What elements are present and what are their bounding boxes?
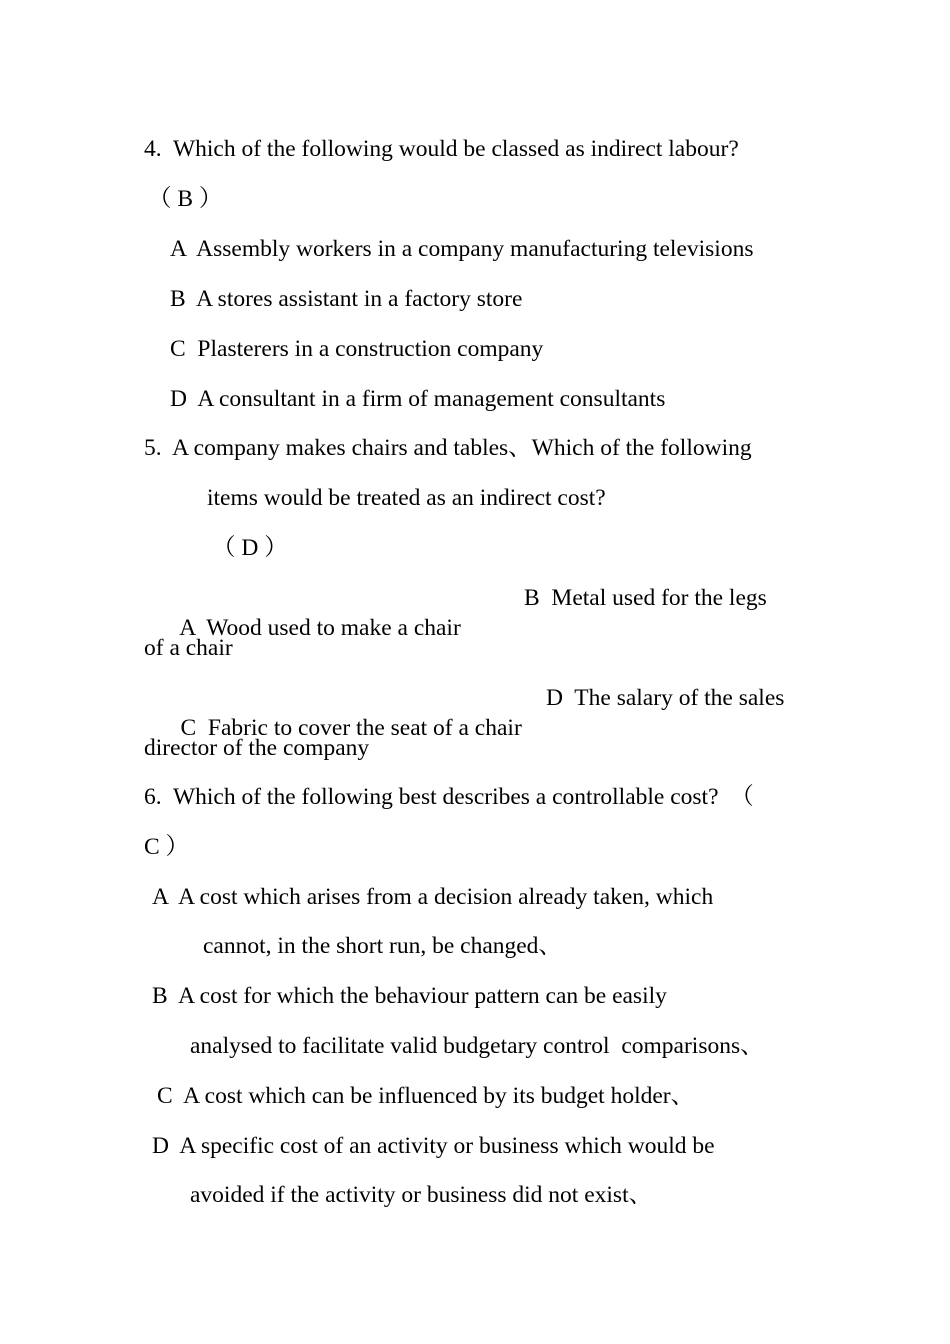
question-6-option-b-line1: B A cost for which the behaviour pattern can be easily [152,983,667,1009]
question-6-option-a-line1: A A cost which arises from a decision already taken, which [152,884,714,910]
question-6-option-d-line2: avoided if the activity or business did not exist、 [190,1182,653,1208]
question-4-stem [144,134,739,164]
question-4-number: 4. [144,136,162,162]
question-6-option-b-line2: analysed to facilitate valid budgetary control comparisons、 [190,1033,764,1059]
question-6-stem [144,782,754,812]
question-5-option-a: A Wood used to make a chair [179,615,461,641]
question-6-text: Which of the following best describes a controllable cost? （ [172,784,754,810]
question-5-option-b: B Metal used for the legs [524,585,767,611]
question-5-text-line2: items would be treated as an indirect cost? [207,485,606,511]
question-5-option-b-continued: of a chair [144,635,233,661]
question-6-option-d-line1: D A specific cost of an activity or business which would be [152,1133,715,1159]
question-4-option-b: B A stores assistant in a factory store [170,286,523,312]
question-4-option-a: A Assembly workers in a company manufacturing televisions [170,236,754,262]
question-5-option-c: C Fabric to cover the seat of a chair [180,715,522,741]
question-6-number: 6. [144,784,162,810]
question-5-number: 5. [144,435,162,461]
question-5-option-d: D The salary of the sales [546,685,785,711]
question-4-answer: （ B ） [148,186,223,212]
question-4-text: Which of the following would be classed as indirect labour? [172,136,739,162]
question-5-answer: （ D ） [212,535,288,561]
question-6-answer: C ） [144,834,190,860]
question-6-option-c: C A cost which can be influenced by its budget holder、 [157,1083,695,1109]
question-5-text-line1: A company makes chairs and tables、Which of the following [172,435,752,461]
question-4-option-d: D A consultant in a firm of management consultants [170,386,666,412]
question-6-option-a-line2: cannot, in the short run, be changed、 [203,933,562,959]
question-4-option-c: C Plasterers in a construction company [170,336,544,362]
question-5-stem [144,433,752,463]
question-5-option-d-continued: director of the company [144,735,370,761]
